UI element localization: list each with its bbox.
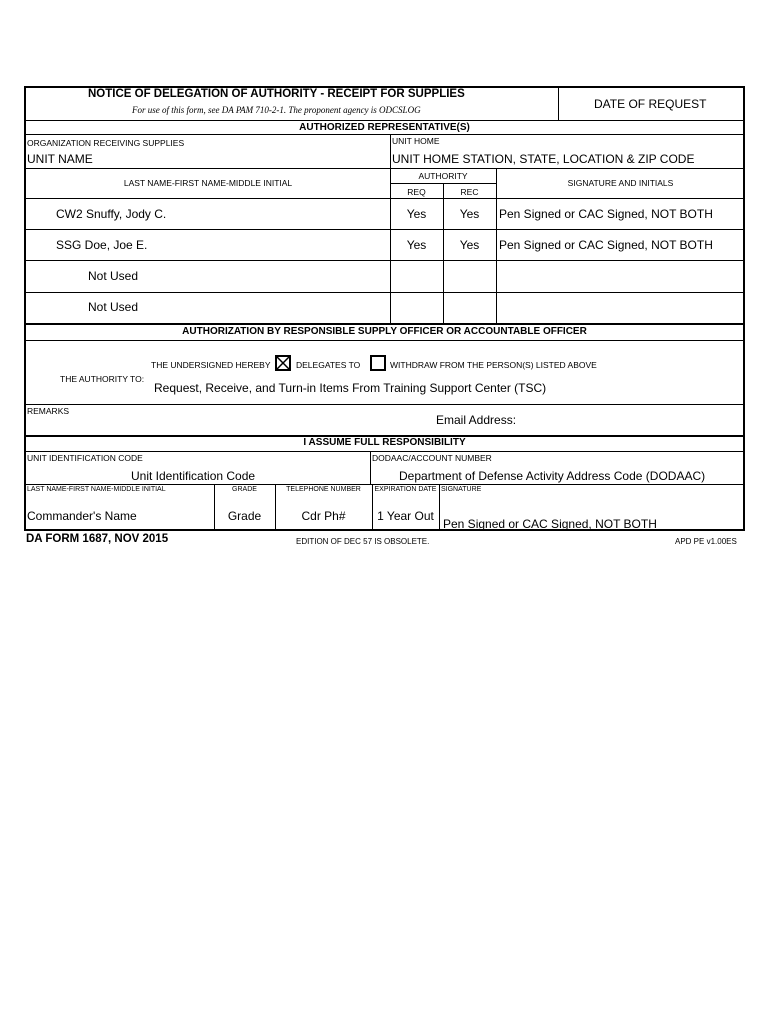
grade-field[interactable]: Grade bbox=[227, 509, 262, 523]
section-authorization: AUTHORIZATION BY RESPONSIBLE SUPPLY OFFICER OR ACCOUNTABLE OFFICER bbox=[182, 326, 587, 337]
org-receiving-label: ORGANIZATION RECEIVING SUPPLIES bbox=[27, 138, 185, 148]
signature-column-header: SIGNATURE AND INITIALS bbox=[567, 178, 674, 188]
uic-field[interactable]: Unit Identification Code bbox=[131, 469, 256, 483]
cdr-name-label: LAST NAME-FIRST NAME-MIDDLE INITIAL bbox=[27, 486, 166, 493]
section-authorized-representatives: AUTHORIZED REPRESENTATIVE(S) bbox=[299, 122, 470, 133]
form-title: NOTICE OF DELEGATION OF AUTHORITY - RECEIPT FOR SUPPLIES bbox=[88, 88, 465, 100]
da-form-1687 bbox=[24, 86, 745, 531]
withdraw-label: WITHDRAW FROM THE PERSON(S) LISTED ABOVE bbox=[390, 360, 597, 370]
date-of-request-field[interactable] bbox=[559, 88, 745, 120]
rep-1-name[interactable]: CW2 Snuffy, Jody C. bbox=[56, 207, 167, 221]
remarks-label: REMARKS bbox=[27, 406, 70, 416]
rep-2-signature[interactable]: Pen Signed or CAC Signed, NOT BOTH bbox=[499, 238, 713, 252]
remarks-field[interactable]: Email Address: bbox=[436, 413, 517, 427]
phone-field[interactable]: Cdr Ph# bbox=[301, 509, 346, 523]
cdr-name-field[interactable]: Commander's Name bbox=[27, 509, 137, 523]
dodaac-label: DODAAC/ACCOUNT NUMBER bbox=[372, 453, 492, 463]
org-receiving-field[interactable]: UNIT NAME bbox=[27, 152, 93, 166]
form-subtitle: For use of this form, see DA PAM 710-2-1. The proponent agency is ODCSLOG bbox=[132, 105, 421, 115]
undersigned-label: THE UNDERSIGNED HEREBY bbox=[151, 360, 271, 370]
rep-1-signature[interactable]: Pen Signed or CAC Signed, NOT BOTH bbox=[499, 207, 713, 221]
edition-note: EDITION OF DEC 57 IS OBSOLETE. bbox=[296, 537, 430, 546]
delegates-to-label: DELEGATES TO bbox=[296, 360, 361, 370]
form-number: DA FORM 1687, NOV 2015 bbox=[26, 533, 169, 545]
expiration-field[interactable]: 1 Year Out bbox=[377, 509, 434, 523]
phone-label: TELEPHONE NUMBER bbox=[286, 486, 361, 493]
rep-1-req[interactable]: Yes bbox=[406, 207, 427, 221]
name-column-header: LAST NAME-FIRST NAME-MIDDLE INITIAL bbox=[123, 178, 293, 188]
req-header: REQ bbox=[407, 187, 426, 197]
signature-field[interactable]: Pen Signed or CAC Signed, NOT BOTH bbox=[443, 517, 657, 531]
expiration-label: EXPIRATION DATE bbox=[374, 486, 437, 493]
authority-to-field[interactable]: Request, Receive, and Turn-in Items From Training Support Center (TSC) bbox=[154, 381, 547, 395]
delegates-checkbox[interactable] bbox=[275, 355, 291, 371]
dodaac-field[interactable]: Department of Defense Activity Address Code (DODAAC) bbox=[399, 469, 706, 483]
authority-to-label: THE AUTHORITY TO: bbox=[60, 374, 145, 384]
rec-header: REC bbox=[460, 187, 479, 197]
rep-4-name[interactable]: Not Used bbox=[88, 300, 139, 314]
grade-label: GRADE bbox=[232, 486, 257, 493]
rep-1-rec[interactable]: Yes bbox=[459, 207, 480, 221]
rep-2-rec[interactable]: Yes bbox=[459, 238, 480, 252]
signature-label: SIGNATURE bbox=[441, 486, 482, 493]
date-of-request-label: DATE OF REQUEST bbox=[594, 97, 707, 111]
rep-3-name[interactable]: Not Used bbox=[88, 269, 139, 283]
uic-label: UNIT IDENTIFICATION CODE bbox=[27, 453, 143, 463]
rep-2-req[interactable]: Yes bbox=[406, 238, 427, 252]
section-full-responsibility: I ASSUME FULL RESPONSIBILITY bbox=[303, 437, 466, 448]
authority-header: AUTHORITY bbox=[418, 171, 468, 181]
version-label: APD PE v1.00ES bbox=[675, 537, 737, 546]
withdraw-checkbox[interactable] bbox=[370, 355, 386, 371]
unit-home-label: UNIT HOME bbox=[392, 136, 440, 146]
rep-2-name[interactable]: SSG Doe, Joe E. bbox=[56, 238, 148, 252]
check-x-icon bbox=[277, 357, 289, 369]
unit-home-field[interactable]: UNIT HOME STATION, STATE, LOCATION & ZIP CODE bbox=[392, 152, 695, 166]
